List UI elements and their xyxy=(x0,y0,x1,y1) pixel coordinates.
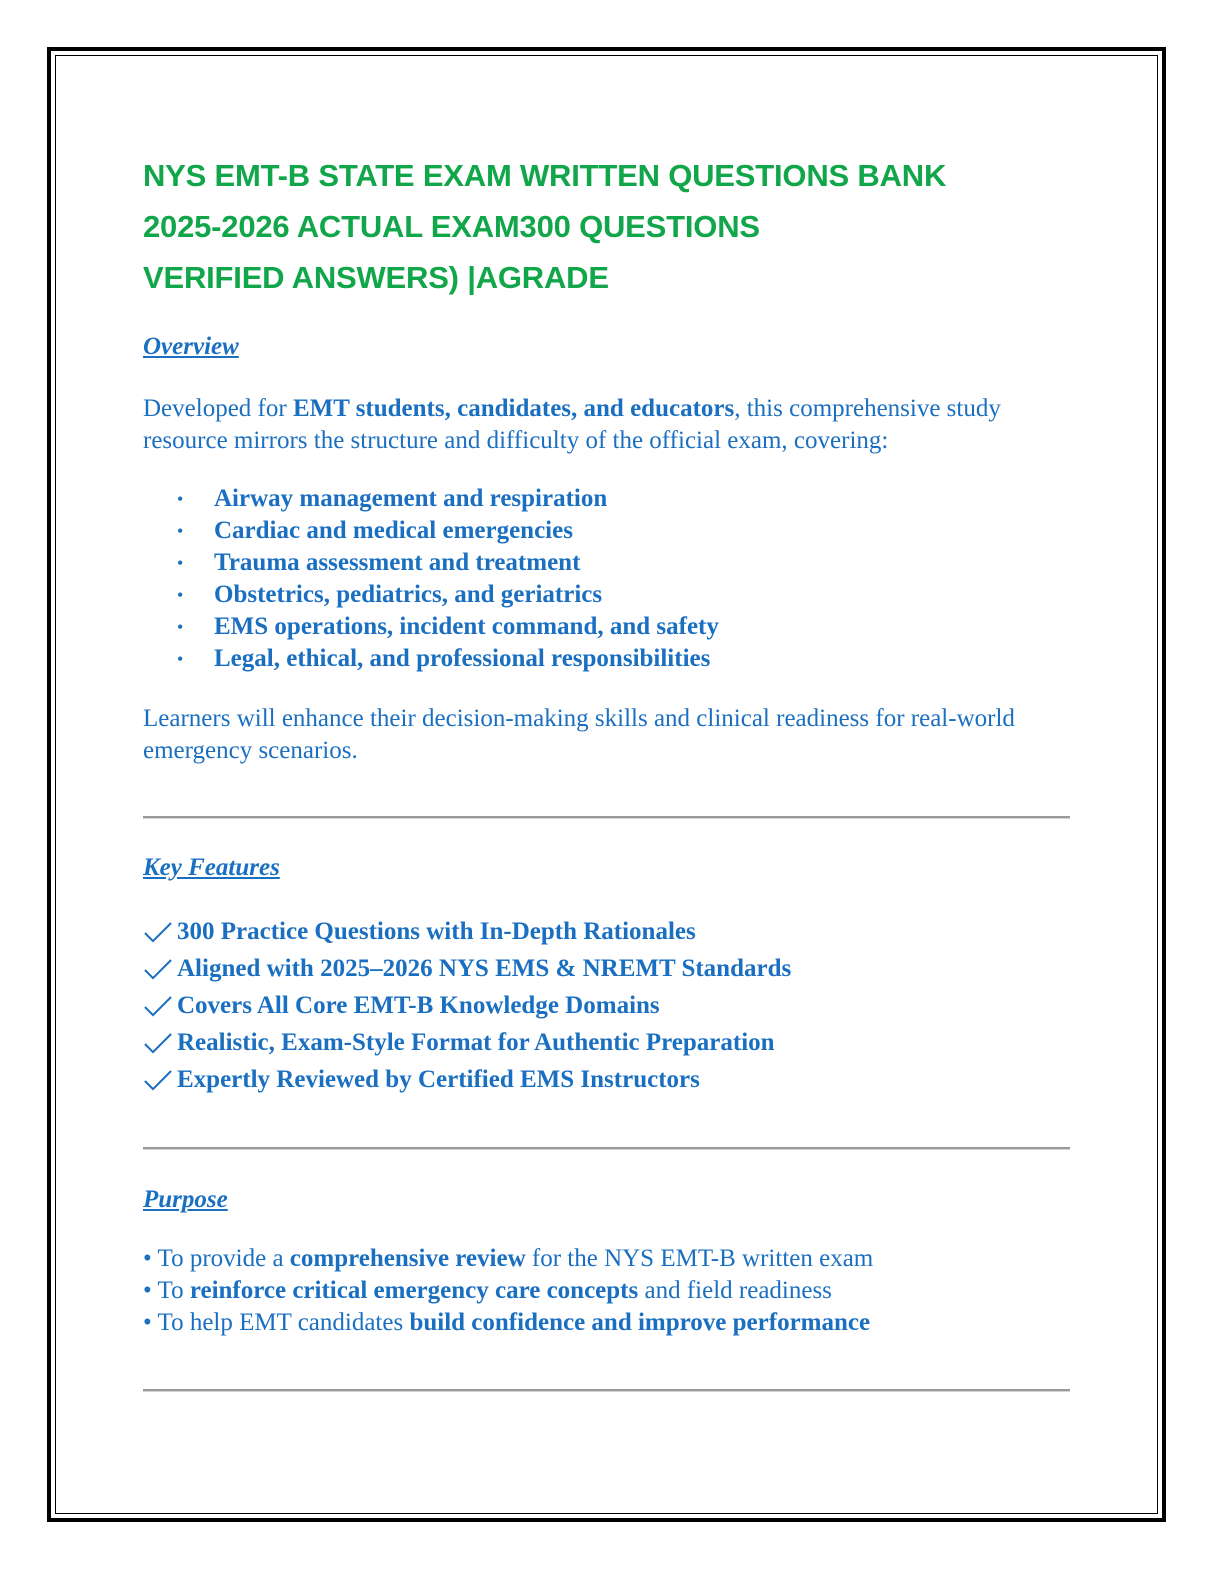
feature-label: 300 Practice Questions with In-Depth Rationales xyxy=(177,918,696,945)
section-divider xyxy=(143,816,1070,819)
bullet-icon: • xyxy=(177,585,184,605)
bullet-icon: • xyxy=(177,521,184,541)
feature-label: Expertly Reviewed by Certified EMS Instructors xyxy=(177,1066,700,1093)
purpose-suffix: and field readiness xyxy=(638,1277,832,1304)
document-title xyxy=(143,150,1103,303)
title-line-3: VERIFIED ANSWERS) |AGRADE xyxy=(143,260,609,295)
check-mark-icon xyxy=(143,1068,173,1092)
topic-label: Cardiac and medical emergencies xyxy=(214,517,573,544)
overview-topic-list xyxy=(143,483,719,675)
feature-label: Covers All Core EMT-B Knowledge Domains xyxy=(177,992,660,1019)
list-item xyxy=(143,483,719,515)
purpose-suffix: for the NYS EMT-B written exam xyxy=(525,1245,874,1272)
section-divider xyxy=(143,1147,1070,1150)
purpose-emphasis: build confidence and improve performance xyxy=(409,1309,871,1336)
topic-label: Airway management and respiration xyxy=(214,485,608,512)
check-mark-icon xyxy=(143,1031,173,1055)
purpose-emphasis: comprehensive review xyxy=(289,1245,526,1272)
title-line-2: 2025-2026 ACTUAL EXAM300 QUESTIONS xyxy=(143,209,760,244)
purpose-heading: Purpose xyxy=(143,1186,228,1213)
check-mark-icon xyxy=(143,994,173,1018)
list-item xyxy=(143,515,719,547)
check-mark-icon xyxy=(143,957,173,981)
list-item xyxy=(143,1061,791,1098)
list-item xyxy=(143,643,719,675)
purpose-list xyxy=(143,1243,873,1339)
overview-intro-suffix: , this comprehensive study resource mirrors the structure and difficulty of the official exam, covering: xyxy=(143,395,1001,454)
feature-label: Realistic, Exam-Style Format for Authentic Preparation xyxy=(177,1029,775,1056)
key-features-list xyxy=(143,913,791,1098)
list-item xyxy=(143,547,719,579)
purpose-prefix: • To provide a xyxy=(143,1245,290,1272)
list-item xyxy=(143,1024,791,1061)
overview-intro xyxy=(143,393,1063,457)
list-item xyxy=(143,950,791,987)
section-divider xyxy=(143,1389,1070,1392)
topic-label: Trauma assessment and treatment xyxy=(214,549,581,576)
overview-intro-audience: EMT students, candidates, and educators xyxy=(292,395,735,422)
topic-label: Obstetrics, pediatrics, and geriatrics xyxy=(214,581,603,608)
key-features-heading: Key Features xyxy=(143,854,280,881)
bullet-icon: • xyxy=(177,649,184,669)
purpose-prefix: • To help EMT candidates xyxy=(143,1309,410,1336)
overview-closing: Learners will enhance their decision-making skills and clinical readiness for real-world emergency scenarios. xyxy=(143,705,1015,764)
list-item xyxy=(143,1243,873,1275)
list-item xyxy=(143,579,719,611)
list-item xyxy=(143,913,791,950)
overview-intro-prefix: Developed for xyxy=(143,395,293,422)
purpose-prefix: • To xyxy=(143,1277,190,1304)
check-mark-icon xyxy=(143,920,173,944)
list-item xyxy=(143,1275,873,1307)
feature-label: Aligned with 2025–2026 NYS EMS & NREMT Standards xyxy=(177,955,792,982)
topic-label: Legal, ethical, and professional responsibilities xyxy=(214,645,711,672)
bullet-icon: • xyxy=(177,617,184,637)
list-item xyxy=(143,1307,873,1339)
overview-heading: Overview xyxy=(143,333,239,360)
topic-label: EMS operations, incident command, and safety xyxy=(214,613,719,640)
purpose-emphasis: reinforce critical emergency care concepts xyxy=(189,1277,639,1304)
list-item xyxy=(143,987,791,1024)
bullet-icon: • xyxy=(177,489,184,509)
title-line-1: NYS EMT-B STATE EXAM WRITTEN QUESTIONS BANK xyxy=(143,158,947,193)
list-item xyxy=(143,611,719,643)
bullet-icon: • xyxy=(177,553,184,573)
